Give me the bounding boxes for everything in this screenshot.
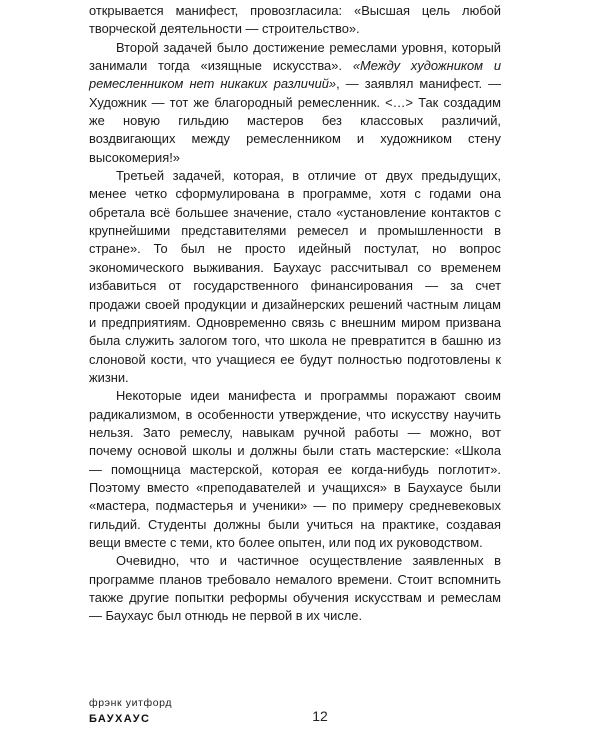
- paragraph-2-text-end: , — заявлял манифест. — Художник — тот же благородный ремесленник. <…> Так создадим же новую гильдию мастеров без классовых различий, воздвигающих между ремесленником и художником стену высокомерия!»: [89, 76, 502, 165]
- paragraph-5-text: Очевидно, что и частичное осуществление заявленных в программе планов требовало немалого времени. Стоит вспомнить также другие попытки реформы обучения искусствам и ремеслам — Баухаус был отнюдь не первой в их числе.: [89, 553, 501, 624]
- paragraph-3-text: Третьей задачей, которая, в отличие от двух предыдущих, менее четко сформулирована в программе, хотя с годами она обретала всё большее значение, стало «установление контактов с крупнейшими представителями ремесел и промышленности в стране». То был не просто идейный постулат, но вопрос экономического выживания. Баухаус рассчитывал со временем избавиться от государственного финансирования — за счет продажи своей продукции и дизайнерских решений частным лицам и предприятиям. Одновременно связь с внешним миром призвана была служить залогом того, что школа не превратится в башню из слоновой кости, что учащиеся ее будут полностью подготовлены к жизни.: [89, 168, 501, 385]
- paragraph-5: [89, 552, 501, 625]
- paragraph-3: [89, 167, 501, 387]
- paragraph-2: [89, 39, 501, 167]
- paragraph-4-text: Некоторые идеи манифеста и программы поражают своим радикализмом, в особенности утверждение, что искусству научить нельзя. Зато ремеслу, навыкам ручной работы — можно, вот почему основой школы и должны были стать мастерские: «Школа — помощница мастерской, которая ее когда-нибудь поглотит». Поэтому вместо «преподавателей и учащихся» в Баухаусе были «мастера, подмастерья и ученики» — по примеру средневековых гильдий. Студенты должны были учиться на практике, создавая вещи вместе с теми, кто более опытен, или под их руководством.: [89, 388, 501, 550]
- paragraph-1: [89, 2, 501, 39]
- paragraph-4: [89, 387, 501, 552]
- footer-author: фрэнк уитфорд: [89, 697, 173, 709]
- main-text: [89, 2, 501, 626]
- paragraph-2-text-start: Второй задачей было достижение ремеслами уровня, который занимали тогда «изящные искусства».: [89, 39, 501, 74]
- paragraph-1-text: открывается манифест, провозгласила: «Высшая цель любой творческой деятельности — строительство».: [89, 3, 501, 37]
- page-number: 12: [312, 708, 328, 724]
- footer-book-title: БАУХАУС: [89, 713, 151, 725]
- paragraph-2-italic-quote: «Между художником и ремесленником нет никаких различий»: [89, 58, 502, 92]
